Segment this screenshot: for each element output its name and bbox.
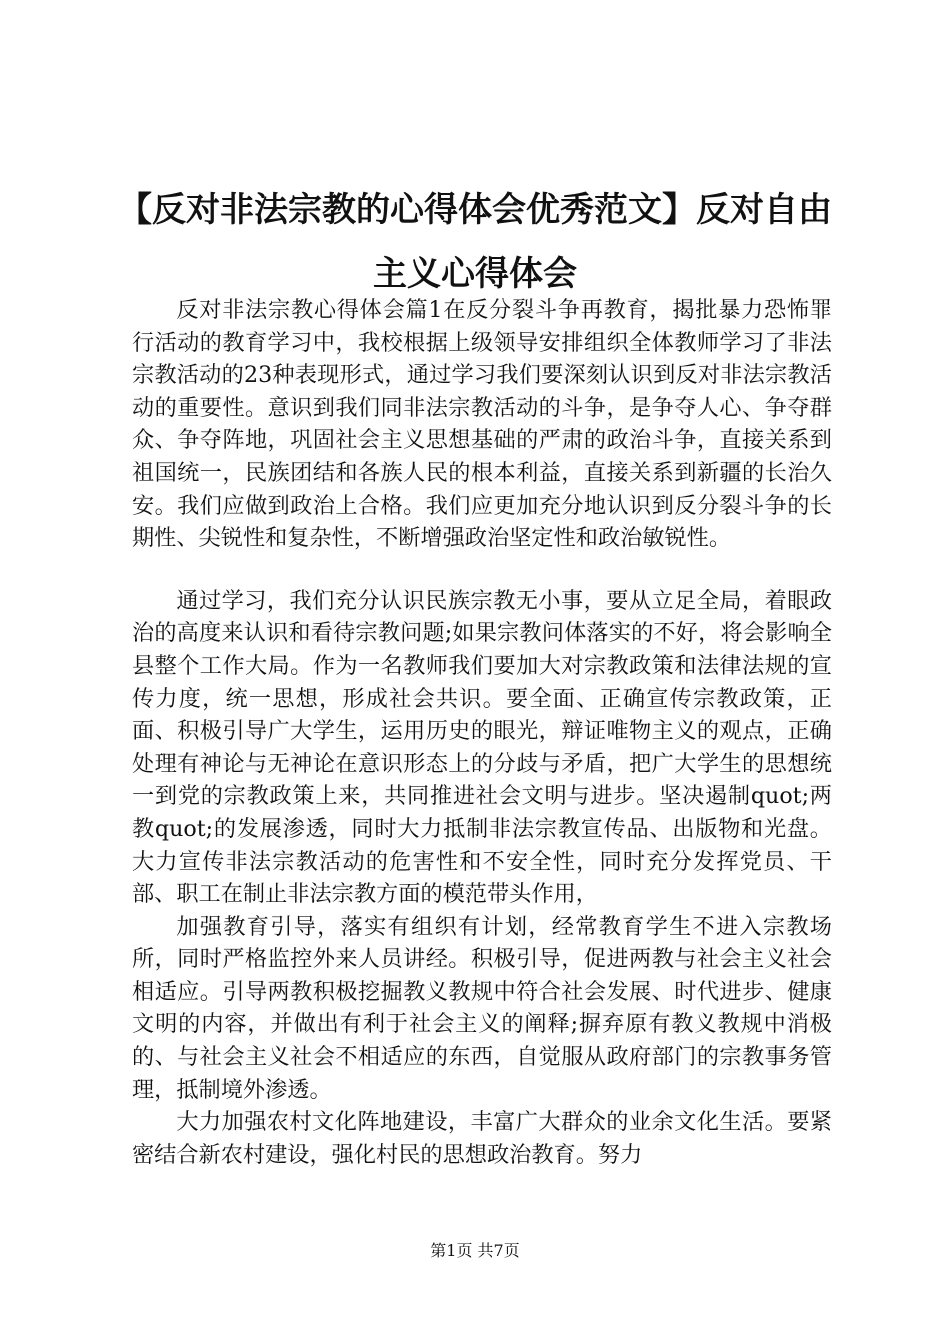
paragraph-spacer [132, 555, 832, 585]
document-title: 【反对非法宗教的心得体会优秀范文】反对自由主义心得体会 [118, 190, 832, 294]
paragraph-1: 反对非法宗教心得体会篇1在反分裂斗争再教育，揭批暴力恐怖罪行活动的教育学习中，我校根据上级领导安排组织全体教师学习了非法宗教活动的23种表现形式，通过学习我们要深刻认识到反对非法宗教活动的重要性。意识到我们同非法宗教活动的斗争，是争夺人心、争夺群众、争夺阵地，巩固社会主义思想基础的严肃的政治斗争，直接关系到祖国统一，民族团结和各族人民的根本利益，直接关系到新疆的长治久安。我们应做到政治上合格。我们应更加充分地认识到反分裂斗争的长期性、尖锐性和复杂性，不断增强政治坚定性和政治敏锐性。 [132, 297, 832, 552]
document-body [132, 294, 832, 1171]
paragraph-3: 加强教育引导，落实有组织有计划，经常教育学生不进入宗教场所，同时严格监控外来人员讲经。积极引导，促进两教与社会主义社会相适应。引导两教积极挖掘教义教规中符合社会发展、时代进步、健康文明的内容，并做出有利于社会主义的阐释;摒弃原有教义教规中消极的、与社会主义社会不相适应的东西，自觉服从政府部门的宗教事务管理，抵制境外渗透。 [132, 913, 832, 1103]
page-footer: 第1页 共7页 [430, 1241, 520, 1260]
paragraph-2: 通过学习，我们充分认识民族宗教无小事，要从立足全局，着眼政治的高度来认识和看待宗教问题;如果宗教问体落实的不好，将会影响全县整个工作大局。作为一名教师我们要加大对宗教政策和法律法规的宣传力度，统一思想，形成社会共识。要全面、正确宣传宗教政策，正面、积极引导广大学生，运用历史的眼光，辩证唯物主义的观点，正确处理有神论与无神论在意识形态上的分歧与矛盾，把广大学生的思想统一到党的宗教政策上来，共同推进社会文明与进步。坚决遏制quot;两教quot;的发展渗透，同时大力抵制非法宗教宣传品、出版物和光盘。大力宣传非法宗教活动的危害性和不安全性，同时充分发挥党员、干部、职工在制止非法宗教方面的模范带头作用， [132, 587, 832, 908]
paragraph-4: 大力加强农村文化阵地建设，丰富广大群众的业余文化生活。要紧密结合新农村建设，强化村民的思想政治教育。努力 [132, 1109, 832, 1168]
